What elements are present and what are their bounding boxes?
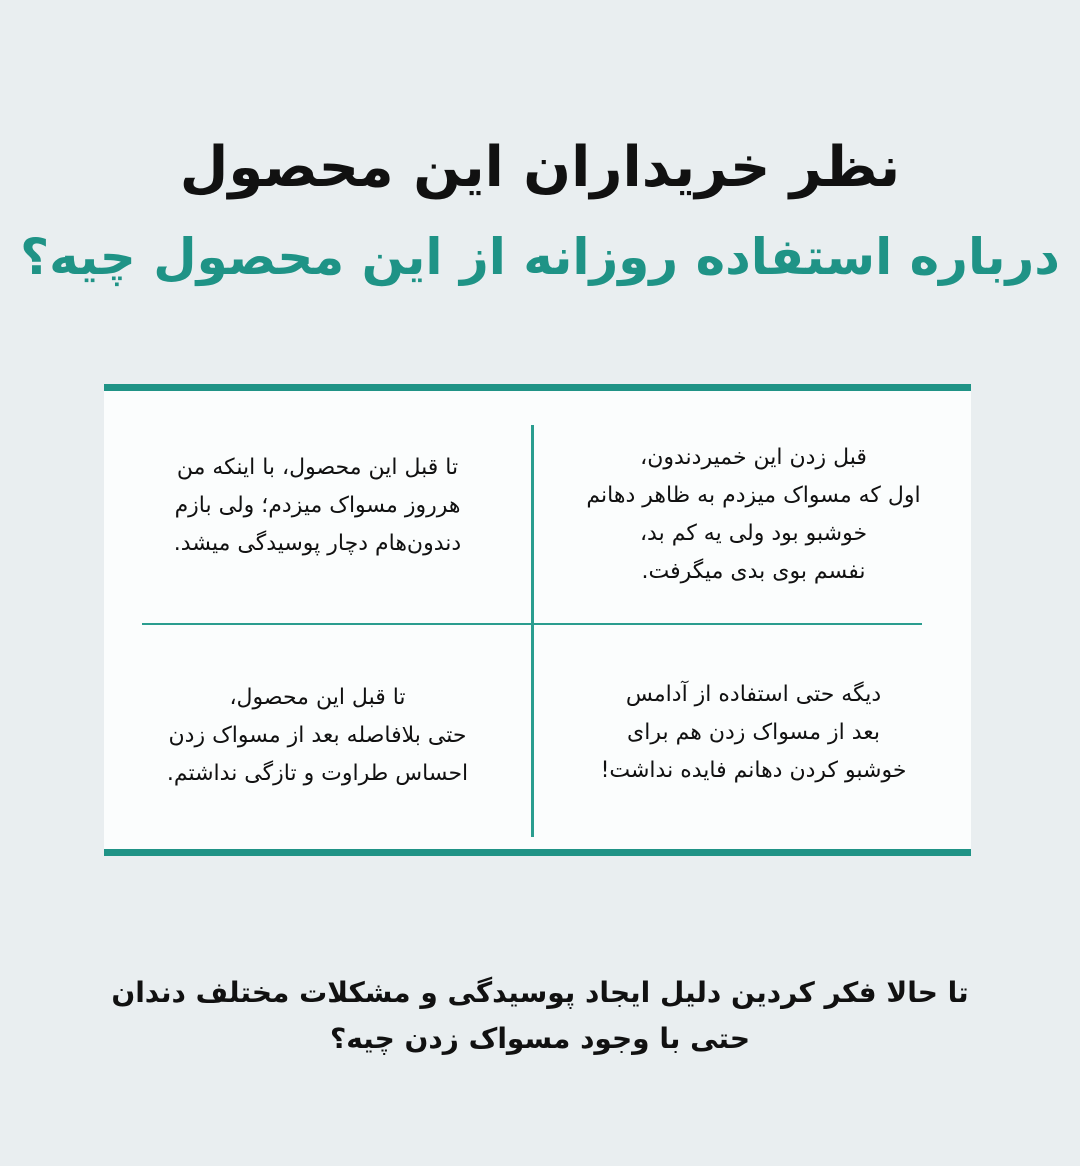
testimonial-line: دیگه حتی استفاده از آدامس (625, 682, 882, 707)
page-title: نظر خریداران این محصول (179, 135, 901, 200)
footer-question (0, 970, 1080, 1062)
testimonial-line: هرروز مسواک میزدم؛ ولی بازم (174, 493, 461, 518)
testimonial-line: حتی بلافاصله بعد از مسواک زدن (168, 723, 467, 748)
testimonial-line: نفسم بوی بدی میگرفت. (641, 559, 866, 584)
testimonial-bottom-right (536, 676, 971, 790)
testimonials-card (104, 384, 971, 856)
testimonial-line: تا قبل این محصول، با اینکه من (176, 455, 459, 480)
testimonial-top-right (536, 439, 971, 591)
testimonial-line: خوشبو کردن دهانم فایده نداشت! (600, 758, 907, 783)
footer-line: تا حالا فکر کردین دلیل ایجاد پوسیدگی و مشکلات مختلف دندان (111, 976, 969, 1009)
testimonial-line: دندون‌هام دچار پوسیدگی میشد. (173, 531, 462, 556)
testimonial-line: تا قبل این محصول، (229, 685, 406, 710)
testimonial-line: احساس طراوت و تازگی نداشتم. (166, 761, 469, 786)
testimonial-bottom-left (104, 679, 531, 793)
vertical-divider (531, 425, 534, 837)
testimonial-line: قبل زدن این خمیردندون، (640, 445, 867, 470)
page-subtitle: درباره استفاده روزانه از این محصول چیه؟ (20, 228, 1060, 286)
testimonial-line: خوشبو بود ولی یه کم بد، (639, 521, 868, 546)
testimonial-line: بعد از مسواک زدن هم برای (627, 720, 880, 745)
testimonial-top-left (104, 449, 531, 563)
horizontal-divider (142, 623, 922, 625)
footer-line: حتی با وجود مسواک زدن چیه؟ (329, 1022, 751, 1055)
testimonial-line: اول که مسواک میزدم به ظاهر دهانم (586, 483, 921, 508)
